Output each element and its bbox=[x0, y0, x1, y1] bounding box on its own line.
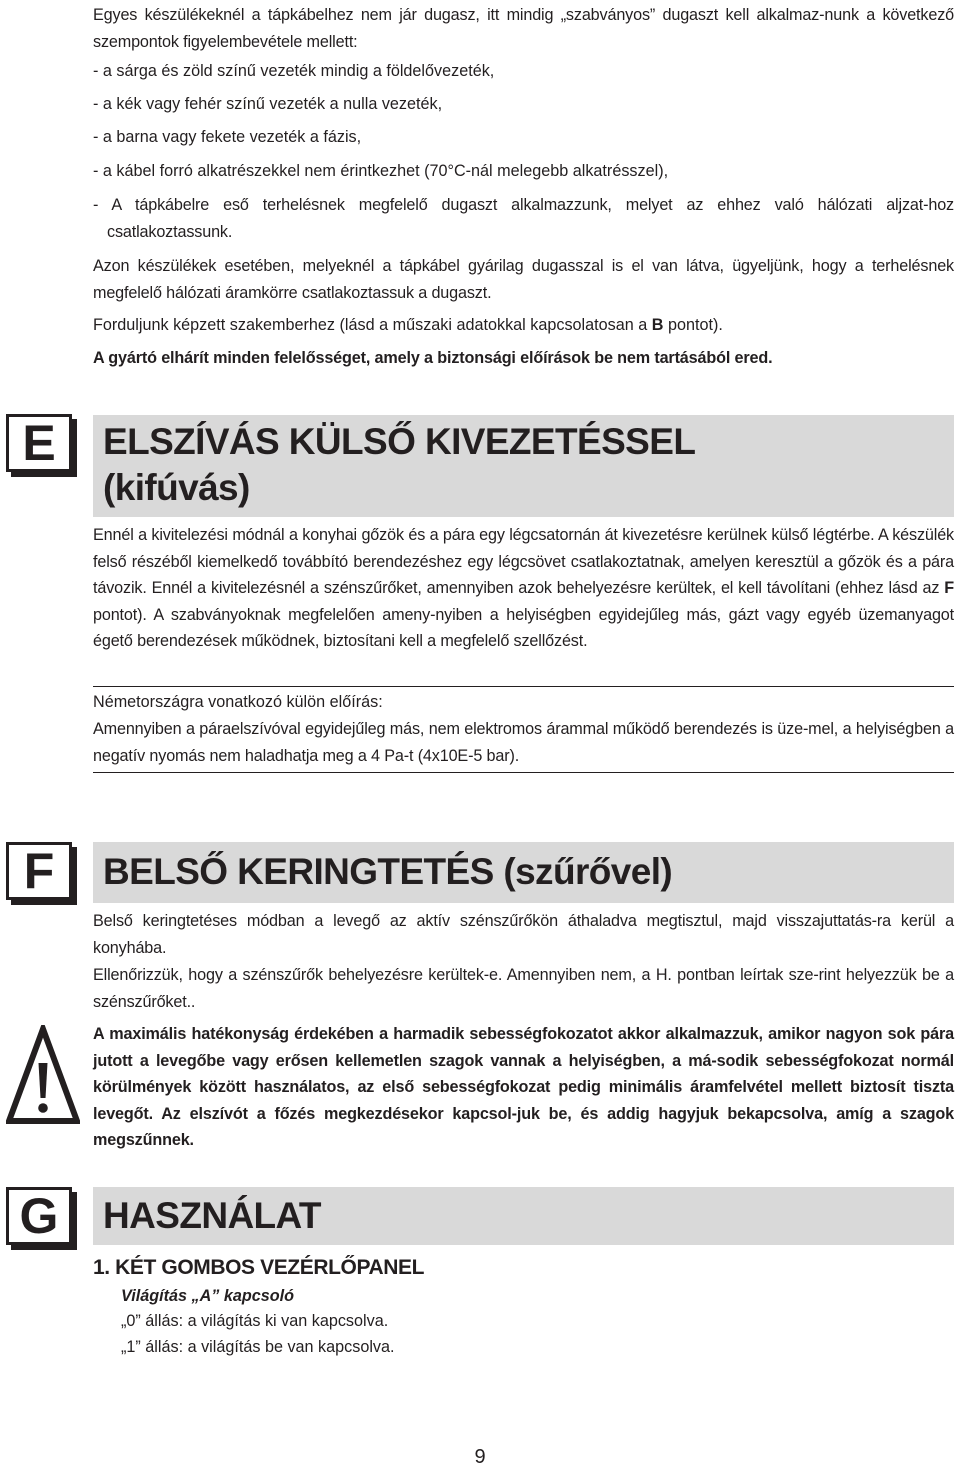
intro-paragraph-1: Egyes készülékeknél a tápkábelhez nem jár dugasz, itt mindig „szabványos” dugaszt kell alkalmaz-nunk a következő szempontok figyelembevétele mellett: bbox=[93, 6, 954, 51]
section-f-paragraph-1: Belső keringtetéses módban a levegő az aktív szénszűrőkön áthaladva megtisztul, majd visszajuttatás-ra kerül a konyhába. bbox=[93, 912, 954, 957]
section-e-title-line-2: (kifúvás) bbox=[103, 467, 250, 508]
germany-note-body: Amennyiben a páraelszívóval egyidejűleg más, nem elektromos árammal működő berendezés is üze-mel, a helyiségben a negatív nyomás nem haladhatja meg a 4 Pa-t (4x10E-5 bar). bbox=[93, 720, 954, 765]
list-item: - a sárga és zöld színű vezeték mindig a földelővezeték, bbox=[93, 62, 495, 80]
liability-disclaimer: A gyártó elhárít minden felelősséget, amely a biztonsági előírások be nem tartásából ered. bbox=[93, 349, 773, 367]
list-item: „0” állás: a világítás ki van kapcsolva. bbox=[121, 1312, 389, 1330]
list-item: - A tápkábelre eső terhelésnek megfelelő dugaszt alkalmazzunk, melyet az ehhez való hálózati aljzat-hoz csatlakoztassunk. bbox=[93, 196, 954, 241]
germany-note-title: Németországra vonatkozó külön előírás: bbox=[93, 693, 383, 711]
section-f-title: BELSŐ KERINGTETÉS (szűrővel) bbox=[93, 842, 954, 903]
page-number: 9 bbox=[474, 1446, 486, 1468]
section-e-heading bbox=[93, 415, 954, 517]
light-switch-title: Világítás „A” kapcsoló bbox=[121, 1287, 295, 1305]
intro-paragraph-2: Azon készülékek esetében, melyeknél a tápkábel gyárilag dugasszal is el van látva, ügyeljünk, hogy a terhelésnek megfelelő hálózati áramkörre csatlakoztassuk a dugaszt. bbox=[93, 257, 954, 302]
list-item: - a kábel forró alkatrészekkel nem érintkezhet (70°C-nál melegebb alkatrésszel), bbox=[93, 162, 669, 180]
list-item: - a kék vagy fehér színű vezeték a nulla vezeték, bbox=[93, 95, 443, 113]
section-e-body: Ennél a kivitelezési módnál a konyhai gőzök és a pára egy légcsatornán át kivezetésre kerülnek külső légtérbe. A készülék felső részéből kiemelkedő továbbító berendezéshez egy légcsövet csatlakoztatnak, amelyen keresztül a gőzök és a pára távozik. Ennél a kivitelezésnél a szénszűrőket, amennyiben azok behelyezésre kerültek, el kell távolítani (ehhez lásd az F pontot). A szabványoknak megfelelően ameny-nyiben a helyiségben egyidejűleg más, gázt vagy egyéb üzemanyagot égető berendezések működnek, biztosítani kell a megfelelő szellőzést. bbox=[93, 526, 954, 651]
intro-paragraph-3: Forduljunk képzett szakemberhez (lásd a műszaki adatokkal kapcsolatosan a B pontot). bbox=[93, 316, 723, 334]
list-item: „1” állás: a világítás be van kapcsolva. bbox=[121, 1338, 395, 1356]
section-letter-f: F bbox=[6, 842, 72, 900]
divider bbox=[93, 686, 954, 687]
warning-icon bbox=[6, 1025, 80, 1125]
divider bbox=[93, 772, 954, 773]
section-e-title-line-1: ELSZÍVÁS KÜLSŐ KIVEZETÉSSEL bbox=[103, 421, 696, 462]
list-item: - a barna vagy fekete vezeték a fázis, bbox=[93, 128, 362, 146]
control-panel-subheading: 1. KÉT GOMBOS VEZÉRLŐPANEL bbox=[93, 1256, 425, 1279]
section-f-paragraph-2: Ellenőrizzük, hogy a szénszűrők behelyezésre kerültek-e. Amennyiben nem, a H. pontban leírtak sze-rint helyezzük be a szénszűrőket.. bbox=[93, 966, 954, 1011]
section-g-title: HASZNÁLAT bbox=[93, 1187, 954, 1245]
section-letter-e: E bbox=[6, 414, 72, 472]
section-letter-g: G bbox=[6, 1187, 72, 1245]
efficiency-warning: A maximális hatékonyság érdekében a harmadik sebességfokozatot akkor alkalmazzuk, amikor nagyon sok pára jutott a levegőbe vagy erősen kellemetlen szagok vannak a helyiségben, a má-sodik sebességfokozat normál körülmények között használatos, az első sebességfokozat pedig minimális áramfelvétel mellett biztosít tiszta levegőt. Az elszívót a főzés megkezdésekor kapcsol-juk be, és addig hagyjuk bekapcsolva, amíg a szagok megszűnnek. bbox=[93, 1025, 954, 1150]
